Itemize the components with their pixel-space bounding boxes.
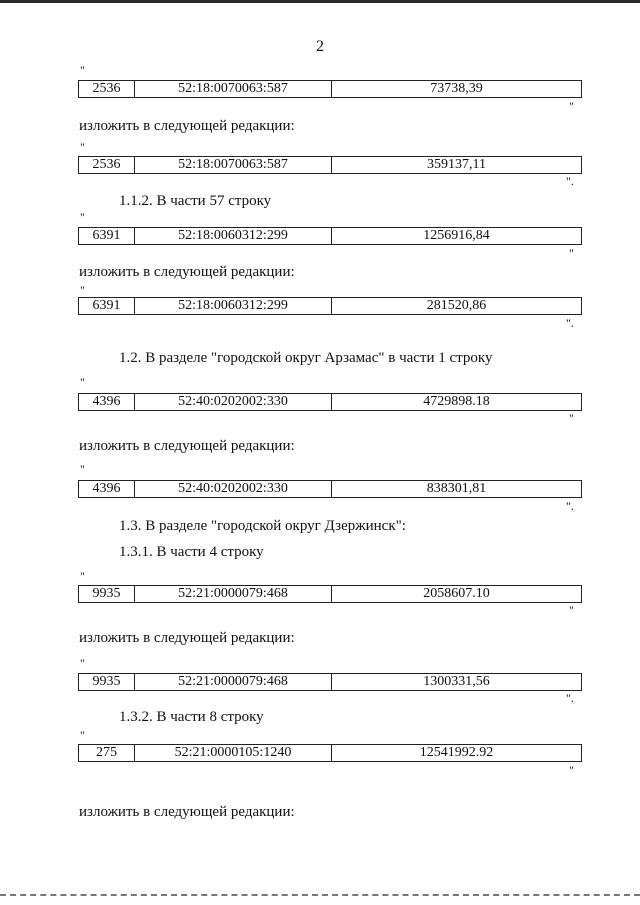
quote-open: " xyxy=(80,462,85,476)
row-number: 9935 xyxy=(79,674,135,690)
quote-close: " xyxy=(569,411,574,425)
new-edition-label: изложить в следующей редакции: xyxy=(79,264,295,280)
table-row xyxy=(78,673,582,691)
cadastral-number: 52:21:0000105:1240 xyxy=(135,745,332,761)
cadastral-value: 2058607.10 xyxy=(423,586,490,601)
cadastral-number: 52:40:0202002:330 xyxy=(135,394,332,410)
quote-open: " xyxy=(80,375,85,389)
quote-open: " xyxy=(80,728,85,742)
quote-close: " xyxy=(569,763,574,777)
row-number: 275 xyxy=(79,745,135,761)
page-number: 2 xyxy=(316,38,324,55)
paragraph-1-3-2: 1.3.2. В части 8 строку xyxy=(119,709,264,725)
quote-close: " xyxy=(569,603,574,617)
cadastral-value: 281520,86 xyxy=(426,298,487,313)
table-row xyxy=(78,744,582,762)
quote-close: ". xyxy=(566,691,574,705)
quote-open: " xyxy=(80,63,85,77)
cadastral-number: 52:18:0060312:299 xyxy=(135,298,332,314)
quote-close: ". xyxy=(566,499,574,513)
cadastral-number: 52:18:0070063:587 xyxy=(135,157,332,173)
row-number: 2536 xyxy=(79,81,135,97)
quote-open: " xyxy=(80,140,85,154)
cadastral-number: 52:40:0202002:330 xyxy=(135,481,332,497)
new-edition-label: изложить в следующей редакции: xyxy=(79,438,295,454)
row-number: 4396 xyxy=(79,394,135,410)
row-number: 9935 xyxy=(79,586,135,602)
row-number: 2536 xyxy=(79,157,135,173)
cadastral-value: 73738,39 xyxy=(430,81,483,96)
table-row xyxy=(78,480,582,498)
paragraph-1-2: 1.2. В разделе "городской округ Арзамас" в части 1 строку xyxy=(119,350,493,366)
paragraph-1-3-1: 1.3.1. В части 4 строку xyxy=(119,544,264,560)
cadastral-value: 12541992.92 xyxy=(419,745,494,760)
cadastral-value: 1300331,56 xyxy=(423,674,490,689)
row-number: 6391 xyxy=(79,228,135,244)
quote-close: ". xyxy=(566,174,574,188)
row-number: 4396 xyxy=(79,481,135,497)
table-row xyxy=(78,585,582,603)
quote-open: " xyxy=(80,656,85,670)
paragraph-1-3: 1.3. В разделе "городской округ Дзержинск": xyxy=(119,518,406,534)
quote-open: " xyxy=(80,569,85,583)
bottom-edge-line xyxy=(0,894,640,896)
quote-open: " xyxy=(80,210,85,224)
quote-close: ". xyxy=(566,316,574,330)
new-edition-label: изложить в следующей редакции: xyxy=(79,630,295,646)
cadastral-number: 52:18:0070063:587 xyxy=(135,81,332,97)
quote-open: " xyxy=(80,283,85,297)
new-edition-label: изложить в следующей редакции: xyxy=(79,804,295,820)
cadastral-number: 52:21:0000079:468 xyxy=(135,586,332,602)
cadastral-number: 52:18:0060312:299 xyxy=(135,228,332,244)
cadastral-number: 52:21:0000079:468 xyxy=(135,674,332,690)
cadastral-value: 838301,81 xyxy=(426,481,487,496)
paragraph-1-1-2: 1.1.2. В части 57 строку xyxy=(119,193,272,209)
table-row xyxy=(78,297,582,315)
quote-close: " xyxy=(569,246,574,260)
table-row xyxy=(78,80,582,98)
cadastral-value: 359137,11 xyxy=(427,157,486,172)
table-row xyxy=(78,393,582,411)
table-row xyxy=(78,156,582,174)
quote-close: " xyxy=(569,99,574,113)
row-number: 6391 xyxy=(79,298,135,314)
cadastral-value: 4729898.18 xyxy=(423,394,490,409)
new-edition-label: изложить в следующей редакции: xyxy=(79,118,295,134)
table-row xyxy=(78,227,582,245)
top-edge-line xyxy=(0,0,640,3)
cadastral-value: 1256916,84 xyxy=(423,228,490,243)
